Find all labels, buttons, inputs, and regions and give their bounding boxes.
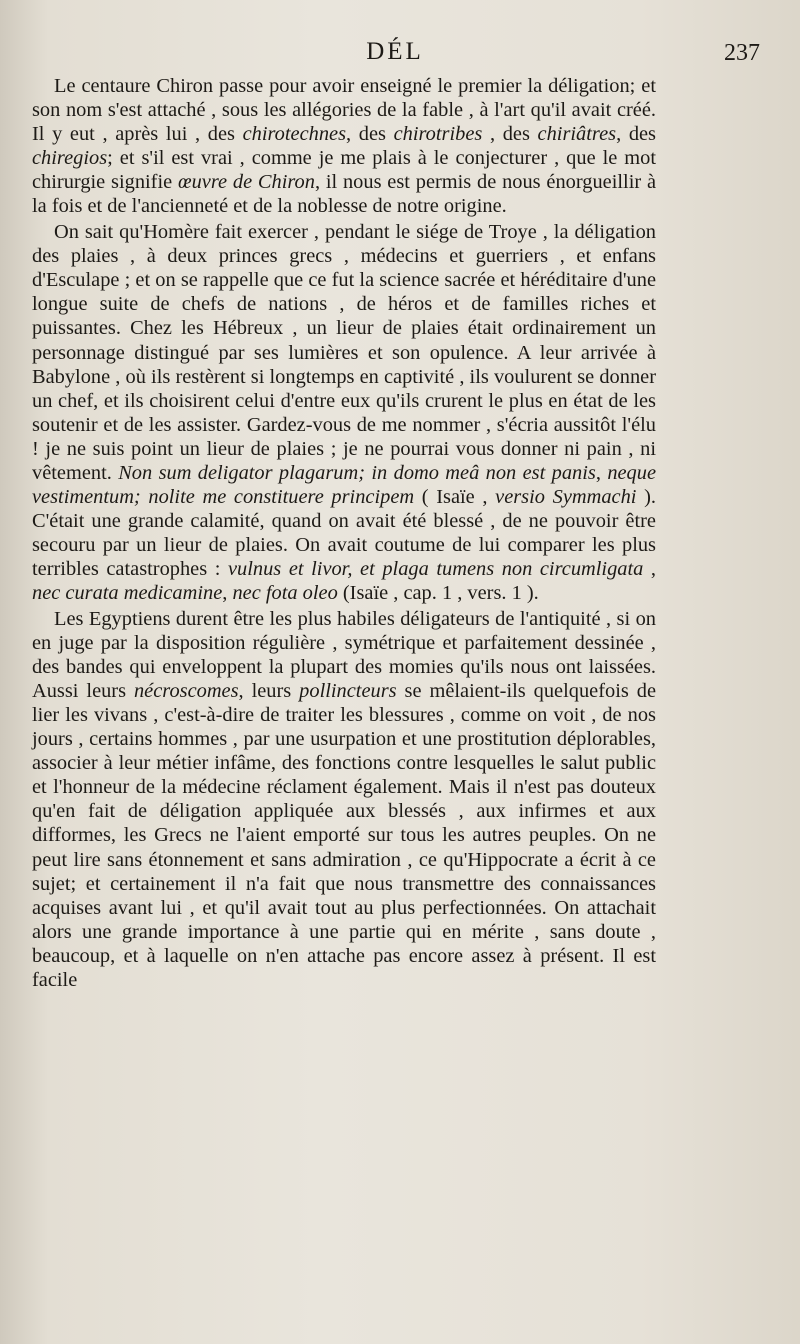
text-run: , leurs <box>238 680 300 703</box>
running-head: DÉL <box>366 38 424 65</box>
italic-text: neque vestimentum; nolite me constituere principem <box>32 461 656 508</box>
italic-text: nec curata medicamine <box>32 581 223 604</box>
text-run: , des <box>482 123 538 146</box>
paragraph <box>32 220 656 605</box>
text-run: , <box>595 461 608 484</box>
text-run: (Isaïe , cap. 1 , vers. 1 ). <box>337 581 539 604</box>
text-run: ( Isaïe , <box>414 485 496 508</box>
page-header <box>30 38 760 72</box>
text-run: Le centaure Chiron passe pour avoir enseigné le premier la déligation; et son nom s'est attaché , sous les allégories de la fable , à l'art qu'il avait créé. Il y eut , après lui , des <box>32 75 656 146</box>
text-run: , des <box>346 123 394 146</box>
italic-text: nec fota oleo <box>232 581 338 604</box>
body-text <box>32 74 656 992</box>
italic-text: nécroscomes <box>133 680 239 703</box>
italic-text: pollincteurs <box>299 680 397 703</box>
text-run: Les Egyptiens durent être les plus habiles déligateurs de l'antiquité , si on en juge par la disposition régulière , symétrique et parfaitement dessinée , des bandes qui enveloppent la plupart des momies qu'ils nous ont laissées. Aussi leurs <box>32 608 656 703</box>
italic-text: chirotechnes <box>242 123 347 146</box>
paragraph <box>32 607 656 992</box>
paragraph <box>32 74 656 218</box>
text-run: On sait qu'Homère fait exercer , pendant le siége de Troye , la déligation des plaies , à deux princes grecs , médecins et guerriers , et enfans d'Esculape ; et on se rappelle que ce fut la science sacrée et héréditaire d'une longue suite de chefs de nations , de héros et de familles riches et puissantes. Chez les Hébreux , un lieur de plaies était ordinairement un personnage distingué par ses lumières et son opulence. A leur arrivée à Babylone , où ils restèrent si longtemps en captivité , ils voulurent se donner un chef, et ils choisirent celui d'entre eux qu'ils crurent le plus en état de les soutenir et de les assister. Gardez-vous de me nommer , s'écria aussitôt l'élu ! je ne suis point un lieur de plaies ; je ne pourrai vous donner ni pain , ni vêtement. <box>32 221 656 484</box>
italic-text: versio Symmachi <box>495 485 637 508</box>
italic-text: Non sum deligator plagarum; in domo meâ non est panis <box>118 461 596 484</box>
page-number: 237 <box>724 40 760 66</box>
text-run: , <box>222 581 233 604</box>
text-run: ; et s'il est vrai , comme je me plais à le conjecturer , que le mot chirurgie signifie <box>32 147 656 194</box>
italic-text: œuvre de Chiron <box>178 171 315 194</box>
text-run: ). C'était une grande calamité, quand on avait été blessé , de ne pouvoir être secouru par un lieur de plaies. On avait coutume de lui comparer les plus terribles catastrophes : <box>32 485 656 580</box>
text-run: , il nous est permis de nous énorgueillir à la fois et de l'ancienneté et de la noblesse de notre origine. <box>32 171 657 218</box>
italic-text: vulnus et livor, et plaga tumens non circumligata <box>228 557 644 580</box>
text-run: se mêlaient-ils quelquefois de lier les vivans , c'est-à-dire de traiter les blessures , comme on voit , de nos jours , certains hommes , par une usurpation et une prostitution déplorables, associer à leur métier infâme, des fonctions contre lesquelles le salut public et l'honneur de la médecine réclament également. Mais il n'est pas douteux qu'en fait de déligation appliquée aux blessés , aux infirmes et aux difformes, les Grecs ne l'aient emporté sur tous les autres peuples. On ne peut lire sans étonnement et sans admiration , ce qu'Hippocrate a écrit à ce sujet; et certainement il n'a fait que nous transmettre des connaissances acquises avant lui , et qu'il avait tout au plus perfectionnées. On attachait alors une grande importance à une partie qui en mérite , sans doute , beaucoup, et à laquelle on n'en attache pas encore assez à présent. Il est facile <box>32 680 656 991</box>
text-run: , des <box>616 123 656 146</box>
text-run: , <box>643 557 657 580</box>
italic-text: chiregios <box>32 147 108 170</box>
italic-text: chirotribes <box>393 123 483 146</box>
italic-text: chiriâtres <box>537 123 617 146</box>
